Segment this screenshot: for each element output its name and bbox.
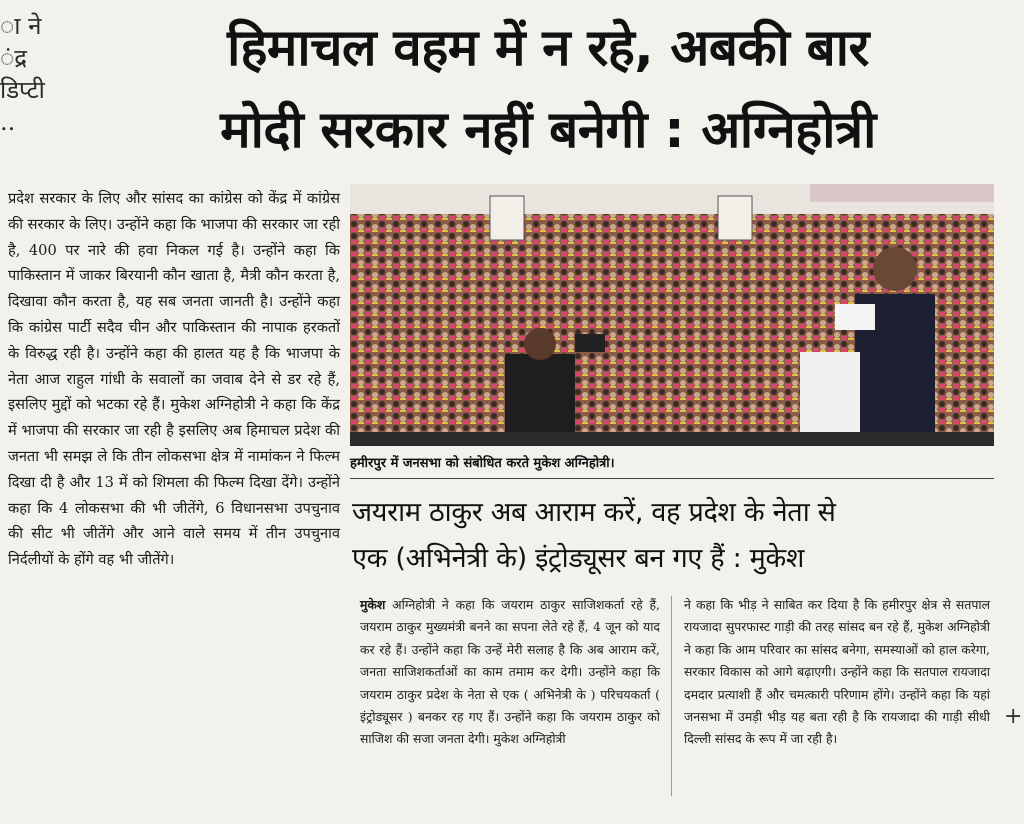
fragment-line: ंद्र	[0, 44, 27, 72]
photo-caption: हमीरपुर में जनसभा को संबोधित करते मुकेश अग्निहोत्री।	[350, 456, 615, 471]
subhead-line-2: एक (अभिनेत्री के) इंट्रोड्यूसर बन गए हैं : मुकेश	[352, 543, 805, 574]
left-article-column	[8, 186, 340, 573]
article-column-b	[684, 594, 990, 751]
left-column-text: प्रदेश सरकार के लिए और सांसद का कांग्रेस को केंद्र में कांग्रेस की सरकार के लिए। उन्होंने कहा कि भाजपा की सरकार जा रही है, 400 पर नारे की हवा निकल गई है। उन्होंने कहा कि पाकिस्तान में जाकर बिरयानी कौन खाता है, मैत्री कौन करता है, दिखावा कौन करता है, यह सब जनता जानती है। उन्होंने कहा कि कांग्रेस पार्टी सदैव चीन और पाकिस्तान की नापाक हरकतों के विरुद्ध रही है। उन्होंने कहा की हालत यह है कि भाजपा के नेता आज राहुल गांधी के सवालों का जवाब देने से डर रहे हैं, इसलिए मुद्दों को भटका रहे हैं। मुकेश अग्निहोत्री ने कहा कि केंद्र में भाजपा की सरकार जा रही है इसलिए अब हिमाचल प्रदेश की जनता भी समझ ले कि तीन लोकसभा क्षेत्र में नामांकन ने फिल्म दिखा दी है और 13 में को शिमला की फिल्म दिखा देंगे। उन्होंने कहा कि 4 लोकसभा की भी जीतेंगे, 6 विधानसभा उपचुनाव की सीट भी जीतेंगे और आने वाले समय में तीन उपचुनाव निर्दलीयों के होंगे वह भी जीतेंगे।	[8, 190, 340, 569]
sub-headline	[352, 490, 1002, 582]
rally-photo-illustration	[350, 184, 994, 446]
fragment-line: डिप्टी	[0, 76, 45, 104]
crosshair-mark: +	[1004, 704, 1023, 729]
cut-off-column-fragment	[0, 10, 60, 138]
main-headline	[78, 8, 1018, 172]
caption-divider	[350, 478, 994, 479]
fragment-line: ा ने	[0, 12, 42, 40]
column-b-text: ने कहा कि भीड़ ने साबित कर दिया है कि हमीरपुर क्षेत्र से सतपाल रायजादा सुपरफास्ट गाड़ी की तरह सांसद बन रहे हैं, मुकेश अग्निहोत्री ने कहा कि आम परिवार का सांसद बनेगा, समस्याओं को हाल करेगा, सरकार विकास को आगे बढ़ाएगी। उन्होंने कहा कि सतपाल रायजादा दमदार प्रत्याशी हैं और चमत्कारी परिणाम होंगे। उन्होंने कहा कि यहां जनसभा में उमड़ी भीड़ यह बता रही है कि रायजादा की गाड़ी सीधी दिल्ली सांसद के रूप में जा रही है।	[684, 597, 990, 747]
subhead-line-1: जयराम ठाकुर अब आराम करें, वह प्रदेश के नेता से	[352, 497, 836, 528]
headline-line-1: हिमाचल वहम में न रहे, अबकी बार	[227, 19, 869, 78]
rally-photo	[350, 184, 994, 446]
fragment-line: ..	[0, 108, 16, 136]
headline-line-2: मोदी सरकार नहीं बनेगी : अग्निहोत्री	[220, 101, 876, 160]
column-divider	[671, 596, 672, 796]
article-column-a	[360, 594, 660, 751]
lead-word: मुकेश	[360, 597, 386, 612]
column-a-text: अग्निहोत्री ने कहा कि जयराम ठाकुर साजिशकर्ता रहे हैं, जयराम ठाकुर मुख्यमंत्री बनने का सपना लेते रहे हैं, 4 जून को याद कर रहे हैं। उन्होंने कहा कि उन्हें मेरी सलाह है कि अब आराम करें, जनता साजिशकर्ताओं का काम तमाम कर देगी। उन्होंने कहा कि जयराम ठाकुर प्रदेश के नेता से एक ( अभिनेत्री के ) परिचयकर्ता ( इंट्रोड्यूसर ) बनकर रह गए हैं। उन्होंने कहा कि जयराम ठाकुर को साजिश की सजा जनता देगी। मुकेश अग्निहोत्री	[360, 597, 660, 747]
column-a-paragraph	[360, 594, 660, 751]
